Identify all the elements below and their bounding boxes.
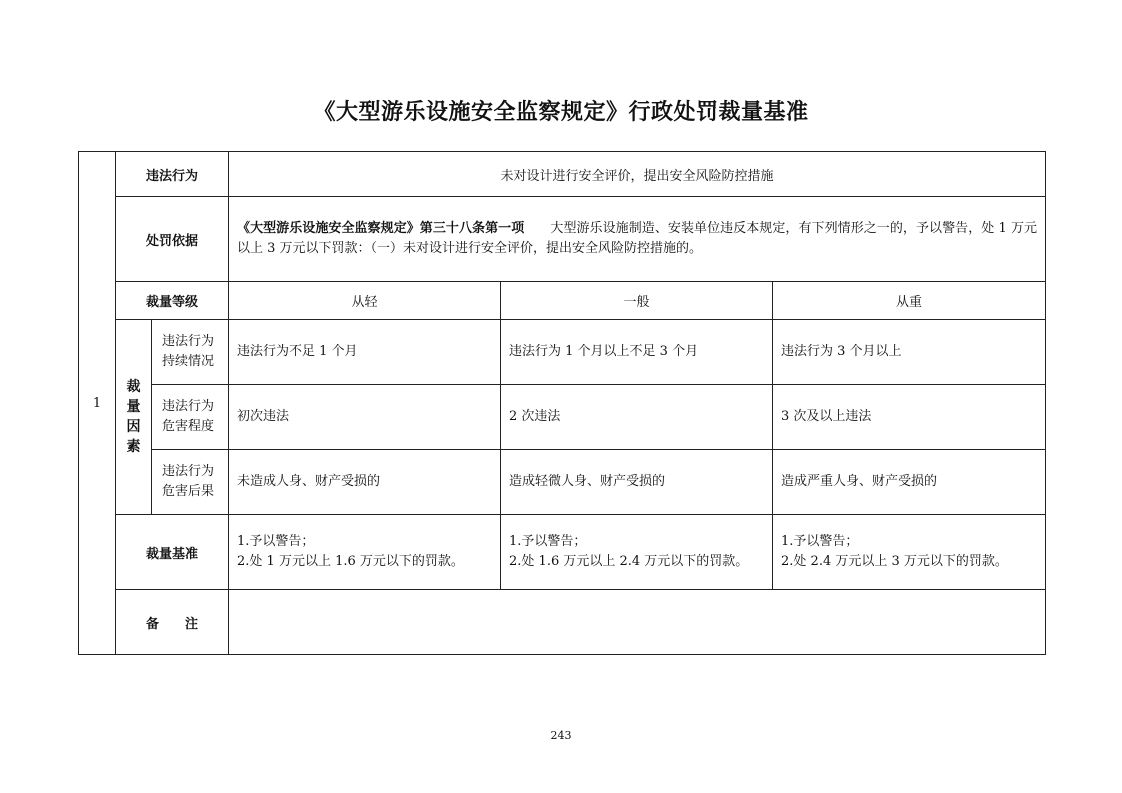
factor-name (152, 320, 229, 385)
standard-label: 裁量基准 (116, 515, 229, 590)
page-number: 243 (550, 729, 572, 742)
levels-row (79, 282, 1046, 320)
factor-group-char: 量 (126, 399, 141, 415)
item-number: 1 (79, 152, 116, 655)
standard-line: 2.处 1.6 万元以上 2.4 万元以下的罚款。 (509, 554, 749, 569)
standard-heavy (773, 515, 1046, 590)
factor-heavy: 造成严重人身、财产受损的 (773, 450, 1046, 515)
violation-text: 未对设计进行安全评价，提出安全风险防控措施 (229, 152, 1046, 197)
factor-normal: 违法行为 1 个月以上不足 3 个月 (501, 320, 773, 385)
factor-group-char: 素 (126, 439, 141, 455)
factor-heavy: 违法行为 3 个月以上 (773, 320, 1046, 385)
remarks-row (79, 590, 1046, 655)
factor-normal: 2 次违法 (501, 385, 773, 450)
factor-group-char: 因 (126, 419, 141, 435)
factor-name-line: 持续情况 (162, 354, 215, 369)
violation-label: 违法行为 (116, 152, 229, 197)
factor-name-line: 危害程度 (162, 419, 215, 434)
standard-normal (501, 515, 773, 590)
basis-law-ref: 《大型游乐设施安全监察规定》第三十八条第一项 (237, 221, 525, 236)
penalty-standard-table (78, 151, 1046, 655)
factor-normal: 造成轻微人身、财产受损的 (501, 450, 773, 515)
level-light: 从轻 (229, 282, 501, 320)
level-normal: 一般 (501, 282, 773, 320)
basis-label: 处罚依据 (116, 197, 229, 282)
factor-group-char: 裁 (126, 379, 141, 395)
factor-name (152, 385, 229, 450)
factor-row (79, 385, 1046, 450)
factor-heavy: 3 次及以上违法 (773, 385, 1046, 450)
factor-group-label (116, 320, 152, 515)
remarks-text (229, 590, 1046, 655)
standard-line: 1.予以警告； (781, 534, 859, 549)
basis-cell (229, 197, 1046, 282)
standard-line: 2.处 1 万元以上 1.6 万元以下的罚款。 (237, 554, 464, 569)
page-title: 《大型游乐设施安全监察规定》行政处罚裁量基准 (313, 99, 809, 125)
basis-row (79, 197, 1046, 282)
factor-name-line: 违法行为 (162, 399, 215, 414)
standard-line: 2.处 2.4 万元以上 3 万元以下的罚款。 (781, 554, 1008, 569)
remarks-label: 备 注 (116, 590, 229, 655)
factor-name-line: 违法行为 (162, 464, 215, 479)
violation-row (79, 152, 1046, 197)
basis-text: 大型游乐设施制造、安装单位违反本规定，有下列情形之一的，予以警告，处 1 万元以上 3 万元以下罚款：（一）未对设计进行安全评价，提出安全风险防控措施的。 (237, 221, 1038, 256)
factor-name-line: 危害后果 (162, 484, 215, 499)
levels-label: 裁量等级 (116, 282, 229, 320)
factor-light: 未造成人身、财产受损的 (229, 450, 501, 515)
factor-name (152, 450, 229, 515)
standard-light (229, 515, 501, 590)
factor-row (79, 320, 1046, 385)
factor-light: 违法行为不足 1 个月 (229, 320, 501, 385)
standard-line: 1.予以警告； (509, 534, 587, 549)
factor-light: 初次违法 (229, 385, 501, 450)
standard-row (79, 515, 1046, 590)
factor-row (79, 450, 1046, 515)
level-heavy: 从重 (773, 282, 1046, 320)
standard-line: 1.予以警告； (237, 534, 315, 549)
factor-name-line: 违法行为 (162, 334, 215, 349)
